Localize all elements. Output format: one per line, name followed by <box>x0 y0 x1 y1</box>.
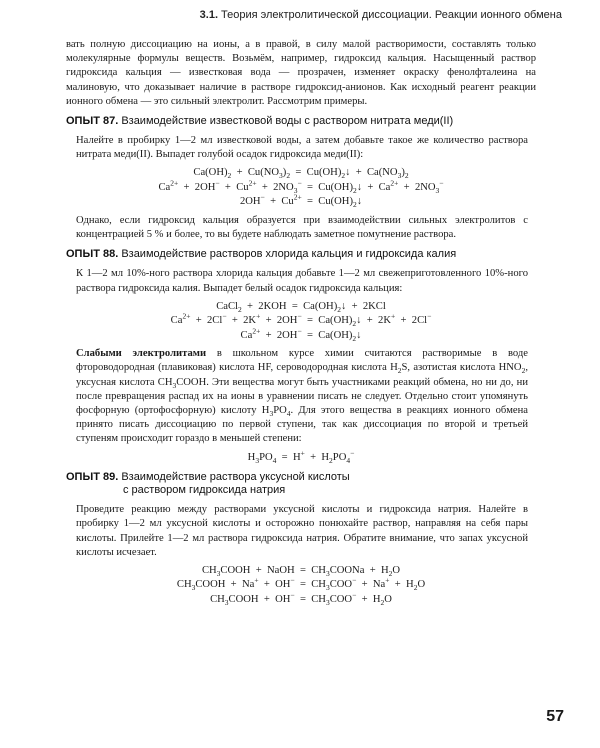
equation-87-short-ionic: $2OH^- + Cu^{2+}$ = $Cu(OH)_2↓$ <box>239 192 363 210</box>
experiment-87-equations <box>66 166 536 210</box>
experiment-87-label: ОПЫТ 87. <box>66 115 119 128</box>
experiment-89-instruction: Проведите реакцию между растворами уксусной кислоты и гидроксида натрия. Налейте в пробирку 1—2 мл уксусной кислоты и осторожно понюхайте раствор, направляя на себя пары кислоты. Прилейте 1—2 мл раствора гидроксида натрия. Обратите внимание, что запах уксусной кислоты исчезает. <box>76 504 528 558</box>
experiment-89-title-line1: Взаимодействие раствора уксусной кислоты <box>121 471 350 484</box>
experiment-89-label: ОПЫТ 89. <box>66 471 119 484</box>
page-number: 57 <box>546 708 564 725</box>
section-number: 3.1. <box>199 9 219 21</box>
experiment-87-instruction: Налейте в пробирку 1—2 мл известковой воды, а затем добавьте такое же количество раствора нитрата меди(II). Выпадет голубой осадок гидроксида меди(II): <box>76 135 528 161</box>
equation-89-full-ionic: $CH_3COOH + Na^+ + OH^- = CH_3COO^- + Na^+ + H_2O$ <box>176 575 426 593</box>
equation-89-short-ionic: $CH_3COOH + OH^- = CH_3COO^- + H_2O$ <box>210 590 392 608</box>
experiment-87-title: Взаимодействие известковой воды с раствором нитрата меди(II) <box>121 115 454 128</box>
equation-88-full-ionic: $Ca^{2+} + 2Cl^- + 2K^+ + 2OH^-$ = $Ca(OH)_2↓ + 2K^+ + 2Cl^-$ <box>170 311 432 329</box>
weak-electrolytes-term: Слабыми электролитами <box>76 348 207 360</box>
equation-phosphoric-dissociation: $H_3PO_4 = H^+ + H_2PO_4^-$ <box>247 448 355 465</box>
section-title: Теория электролитической диссоциации. Реакции ионного обмена <box>221 9 562 21</box>
equation-88-short-ionic: $Ca^{2+} + 2OH^-$ = $Ca(OH)_2↓$ <box>240 326 362 343</box>
intro-paragraph: вать полную диссоциацию на ионы, а в правой, в силу малой растворимости, составлять только молекулярные формулы веществ. Возьмём, например, гидроксид кальция. Насыщенный раствор гидроксида кальция — известковая вода — прозрачен, изменяет окраску фенолфталеина на малиновую, что доказывает наличие в растворе гидроксид-анионов. Как исходный реагент реакции ионного обмена — это сильный электролит. Рассмотрим примеры. <box>66 39 536 107</box>
experiment-87-note: Однако, если гидроксид кальция образуется при взаимодействии сильных электролитов с концентрацией 5 % и более, то вы будете наблюдать заметное помутнение раствора. <box>76 214 528 241</box>
equation-89-molecular: $CH_3COOH$ + NaOH = $CH_3COONa + H_2O$ <box>201 564 401 579</box>
equation-88-molecular: CaCl$_2$ + $2KOH = Ca(OH)_2↓ + 2KCl$ <box>216 300 386 314</box>
experiment-88-heading <box>66 248 536 261</box>
experiment-89-equations <box>66 564 536 608</box>
weak-electrolytes-paragraph: Слабыми электролитами в школьном курсе химии считаются растворимые в воде фтороводородная (плавиковая) кислота HF, сероводородная кислота $H_2S$, азотистая кислота $HNO_2$, уксусная кислота $CH_3COOH$. Эти вещества могут быть участниками реакций обмена, но ни до, ни после превращения распад их на ионы в уравнении писать не следует. Отдельно стоит упомянуть фосфорную (ортофосфорную) кислоту $H_3PO_4$. Для этого вещества в реакциях ионного обмена принято писать диссоциацию по первой ступени, так как диссоциация по второй и третьей ступеням происходит гораздо в меньшей степени: <box>76 348 528 445</box>
experiment-88-label: ОПЫТ 88. <box>66 248 119 261</box>
equation-87-molecular: $Ca(OH)_2 + Cu(NO_3)_2$ = $Cu(OH)_2↓ + Ca(NO_3)_2$ <box>193 167 409 181</box>
experiment-88-title: Взаимодействие растворов хлорида кальция и гидроксида калия <box>121 248 457 261</box>
experiment-88-equations <box>66 300 536 344</box>
experiment-89-heading <box>66 471 536 497</box>
experiment-89-title-line2: с раствором гидроксида натрия <box>123 484 286 497</box>
equation-87-full-ionic: $Ca^{2+} + 2OH^- + Cu^{2+} + 2NO_3^-$ = $Cu(OH)_2↓ + Ca^{2+} + 2NO_3^-$ <box>158 178 444 196</box>
experiment-88-instruction: К 1—2 мл 10%-ного раствора хлорида кальция добавьте 1—2 мл свежеприготовленного 10%-ного раствора гидроксида калия. Выпадет белый осадок гидроксида кальция: <box>76 268 528 294</box>
running-header <box>200 9 562 21</box>
page-content <box>66 38 536 611</box>
experiment-87-heading <box>66 115 536 128</box>
